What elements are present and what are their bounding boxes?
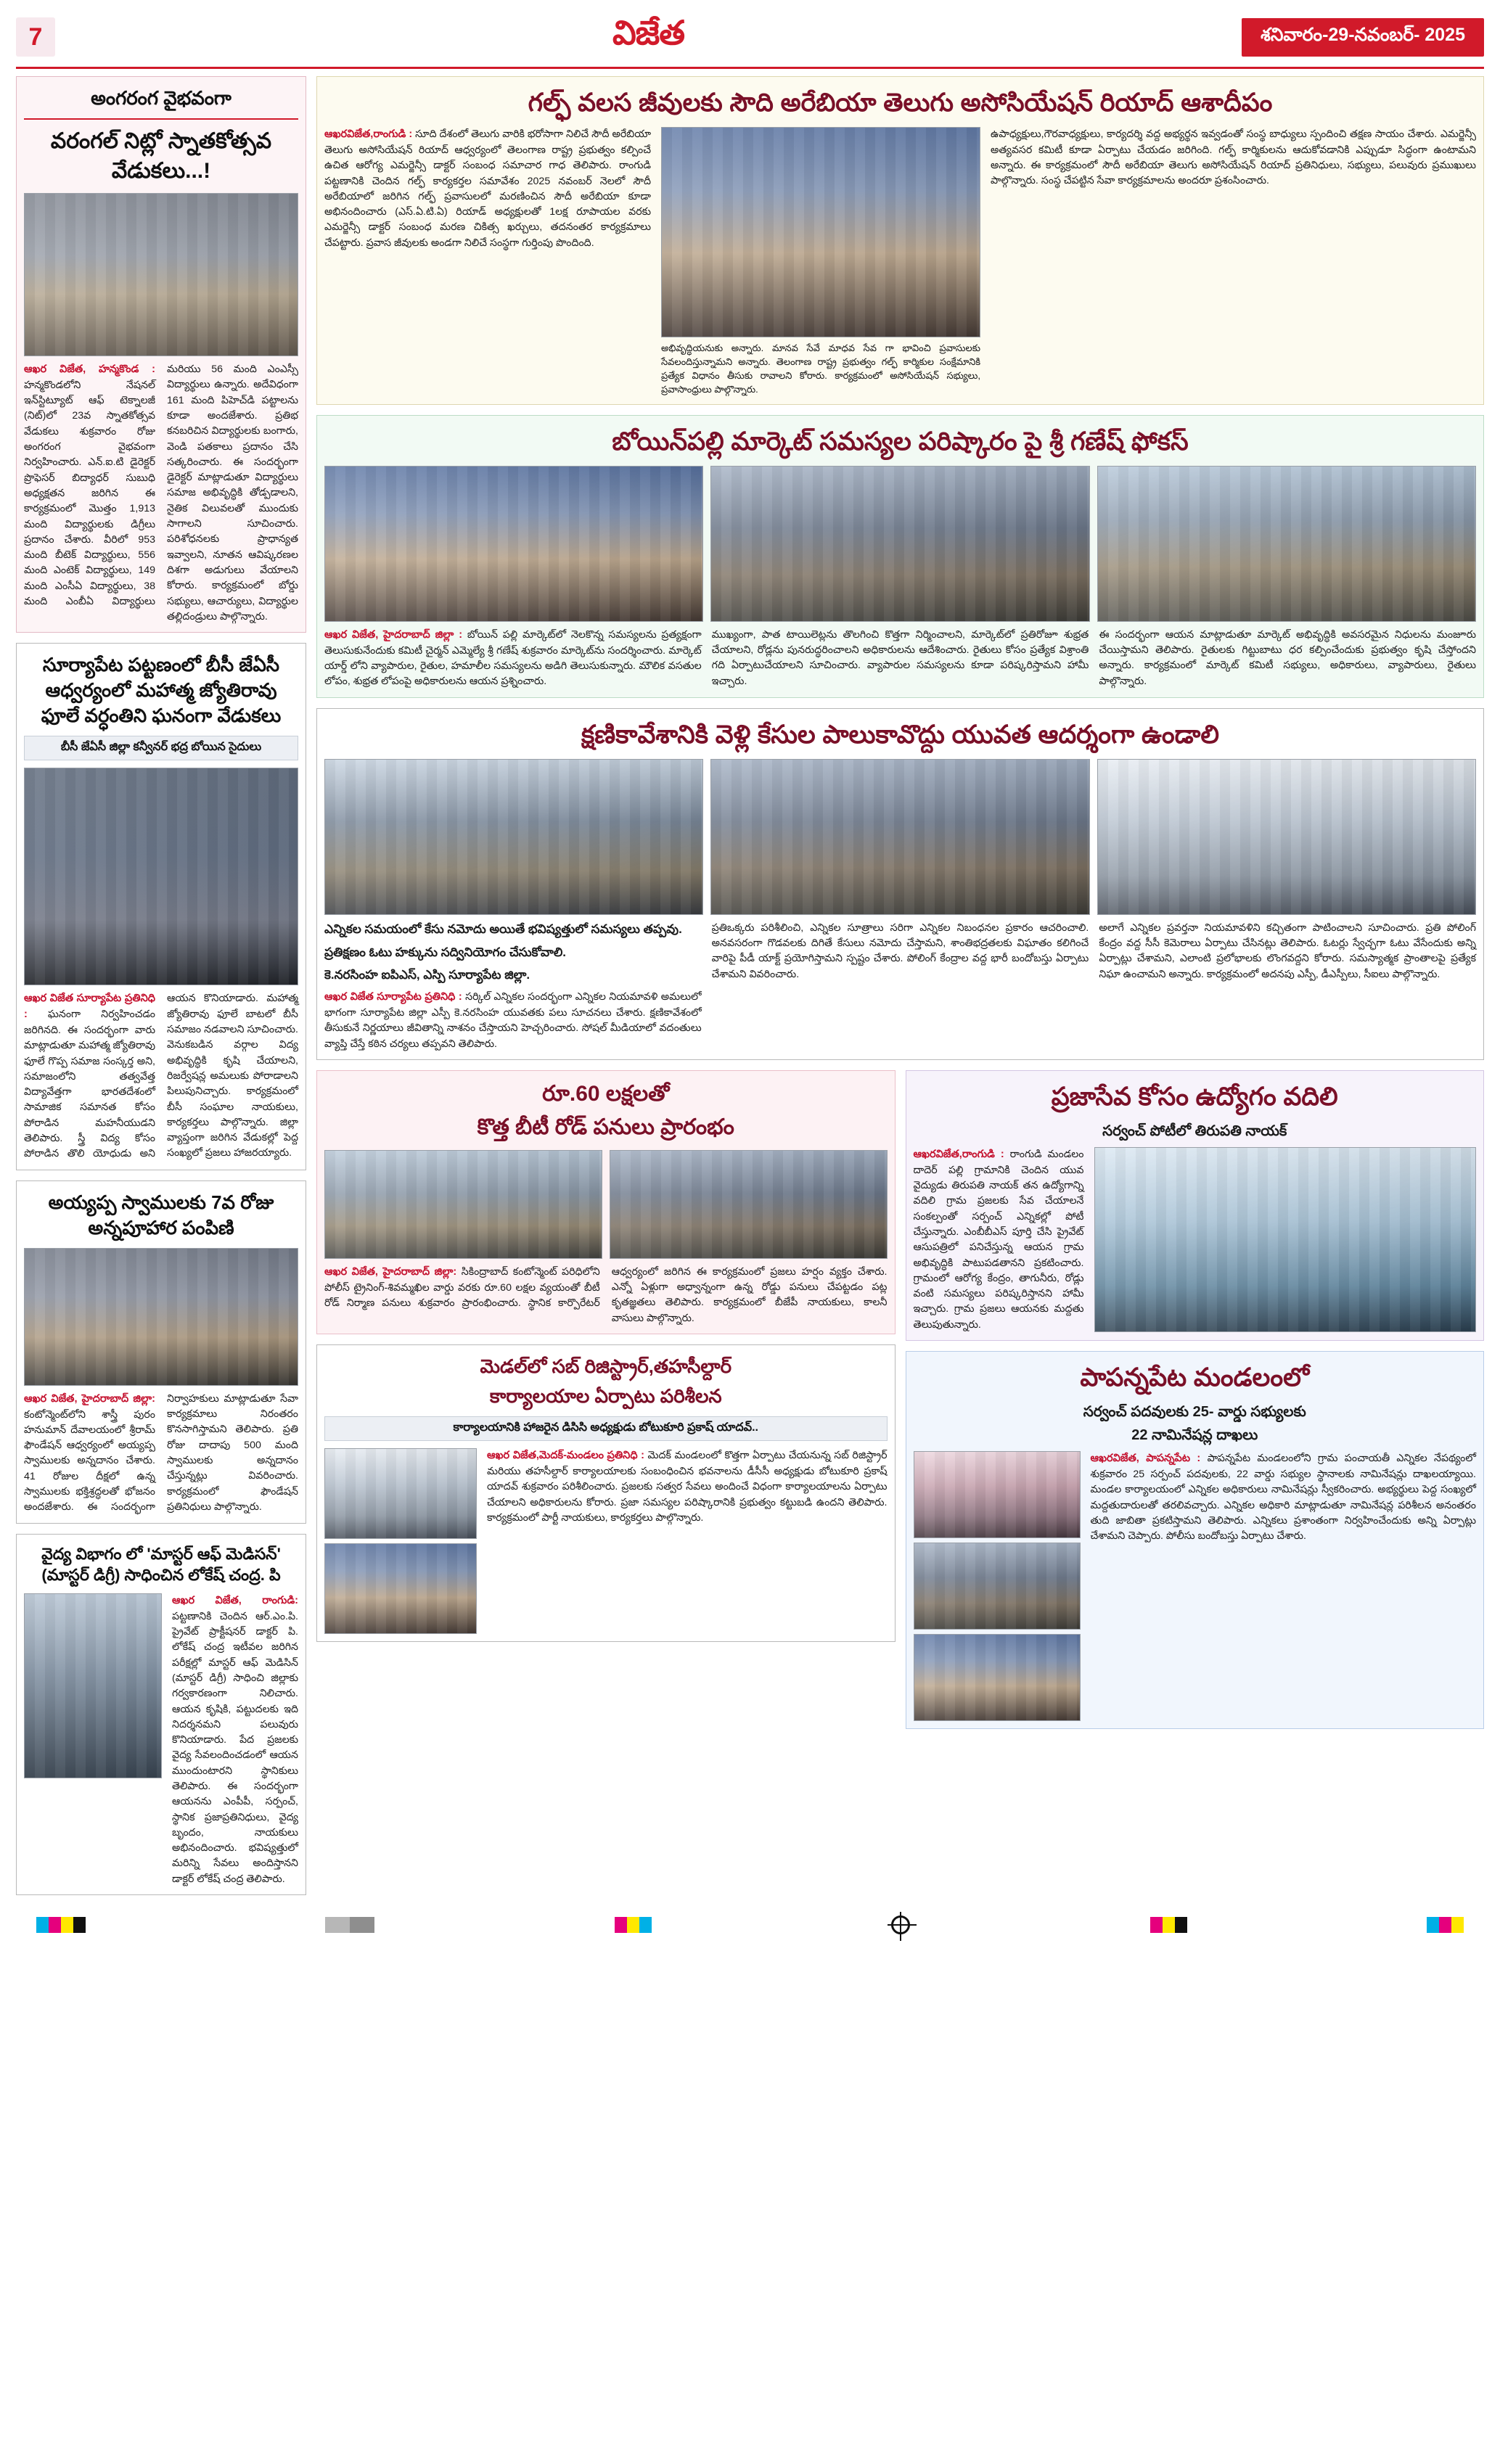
article-body-text: ఉపాధ్యక్షులు,గౌరవాధ్యక్షులు, కార్యదర్శి వద్ద అభ్యర్థన ఇవ్వడంతో సంస్థ బాధ్యులు స్పందించి తక్షణ సాయం చేశారు. ఎమర్జెన్సీ అత్యవసర కమిటీ కూడా ఏర్పాటు చేయడం జరిగింది. గల్ఫ్ కార్మికులను ఆదుకోవడానికి ఎప్పుడూ సిద్ధంగా ఉంటామని అన్నారు. ఈ కార్యక్రమంలో సౌదీ అరేబియా తెలుగు అసోసియేషన్ రియాద్ ప్రతినిధులు, సభ్యులు, పలువురు ప్రముఖులు పాల్గొన్నారు. సంస్థ చేపట్టిన సేవా కార్యక్రమాలను అందరూ ప్రశంసించారు. bbox=[991, 128, 1476, 187]
article-byline: ఆఖరవిజేత,రాంగుడి : bbox=[324, 128, 413, 141]
article-byline: ఆఖర విజేత,మెదక్-మండలం ప్రతినిధి : bbox=[487, 1450, 645, 1462]
gray-swatches bbox=[325, 1917, 374, 1933]
article-body-text: పట్టణానికి చెందిన ఆర్.ఎం.పి. ప్రైవేట్ ప్రాక్టీషనర్ డాక్టర్ పి. లోకేష్ చంద్ర ఇటీవల జరిగిన పరీక్షల్లో మాస్టర్ ఆఫ్ మెడిసిన్ (మాస్టర్ డిగ్రీ) సాధించి జిల్లాకు గర్వకారణంగా నిలిచారు. ఆయన కృషికి, పట్టుదలకు ఇది నిదర్శనమని పలువురు కొనియాడారు. పేద ప్రజలకు వైద్య సేవలందించడంలో ఆయన ముందుంటారని స్థానికులు తెలిపారు. ఈ సందర్భంగా ఆయనను ఎంపీపీ, సర్పంచ్, స్థానిక ప్రజాప్రతినిధులు, వైద్య బృందం, నాయకులు అభినందించారు. భవిష్యత్తులో మరిన్ని సేవలు అందిస్తానని డాక్టర్ లోకేష్ చంద్ర తెలిపారు. bbox=[172, 1610, 298, 1885]
registration-mark-icon bbox=[891, 1915, 910, 1934]
article-photo bbox=[661, 127, 980, 337]
article-photo bbox=[610, 1150, 888, 1259]
swatch-magenta bbox=[615, 1917, 627, 1933]
article-photo bbox=[324, 1448, 477, 1539]
swatch-magenta bbox=[1150, 1917, 1163, 1933]
article-headline: అయ్యప్ప స్వాములకు 7వ రోజు అన్నపూహార పంపిణి bbox=[48, 1191, 274, 1239]
swatch-magenta bbox=[49, 1917, 61, 1933]
article-tagline: కార్యాలయానికి హాజరైన డిసిసి అధ్యక్షుడు బోటుకూరి ప్రకాష్ యాదవ్.. bbox=[324, 1416, 888, 1441]
article-youth-advisory bbox=[316, 708, 1484, 1060]
swatch-gray-dark bbox=[350, 1917, 374, 1933]
article-photo bbox=[914, 1543, 1081, 1630]
article-gulf-association bbox=[316, 76, 1484, 405]
masthead bbox=[16, 13, 1484, 69]
article-body-text: సికింద్రాబాద్ కంటోన్మెంట్ పరిధిలోని పోలీస్ ట్రైనింగ్-శివమ్మఖిల వార్డు వరకు రూ.60 లక్షల వ్యయంతో బీటీ రోడ్ నిర్మాణ పనులు శుక్రవారం ప్రారంభించారు. స్థానిక కార్పొరేటర్ ఆధ్వర్యంలో జరిగిన ఈ కార్యక్రమంలో ప్రజలు హర్షం వ్యక్తం చేశారు. ఎన్నో ఏళ్లుగా అధ్వాన్నంగా ఉన్న రోడ్డు పనులు చేపట్టడం పట్ల కృతజ్ఞతలు తెలిపారు. కార్యక్రమంలో బీజేపీ నాయకులు, కాలనీ వాసులు పాల్గొన్నారు. bbox=[324, 1265, 888, 1324]
article-headline: ప్రజాసేవ కోసం ఉద్యోగం వదిలి bbox=[1051, 1082, 1338, 1111]
swatch-yellow bbox=[61, 1917, 73, 1933]
article-body-text: ఘనంగా నిర్వహించడం జరిగినది. ఈ సందర్భంగా వారు మాట్లాడుతూ మహాత్మ జ్యోతిరావు ఫూలే గొప్ప సమాజ సంస్కర్త అని, సమాజంలోని తత్వవేత్త విద్యావేత్తగా భారతదేశంలో సామాజిక సమానత కోసం పోరాడిన మహనీయుడని తెలిపారు. స్త్రీ విద్య కోసం పోరాడిన తొలి యోధుడు అని ఆయన కొనియాడారు. మహాత్మ జ్యోతిరావు ఫూలే బాటలో బీసీ సమాజం నడవాలని సూచించారు. వెనుకబడిన వర్గాల విద్య అభివృద్ధికి కృషి చేయాలని, రిజర్వేషన్ల అమలుకు పోరాడాలని పిలుపునిచ్చారు. కార్యక్రమంలో బీసీ సంఘాల నాయకులు, కార్యకర్తలు పాల్గొన్నారు. జిల్లా వ్యాప్తంగా జరిగిన వేడుకల్లో పెద్ద సంఖ్యలో ప్రజలు హాజరయ్యారు. bbox=[24, 993, 298, 1160]
article-subhead-line-2: 22 నామినేషన్ల దాఖలు bbox=[1131, 1427, 1258, 1444]
article-body-text: అలాగే ఎన్నికల ప్రవర్తనా నియమావళిని కచ్చితంగా పాటించాలని సూచించారు. ప్రతి పోలింగ్ కేంద్రం వద్ద సీసీ కెమెరాలు ఏర్పాటు చేసినట్లు తెలిపారు. ఓటర్లు స్వేచ్ఛగా ఓటు వేసేందుకు అన్ని ఏర్పాట్లు చేశామని, ఎలాంటి ప్రలోభాలకు లొంగవద్దని కోరారు. సమస్యాత్మక ప్రాంతాలపై ప్రత్యేక నిఘా ఉంచామని అన్నారు. కార్యక్రమంలో అదనపు ఎస్పీ, డీఎస్పీలు, సీఐలు పాల్గొన్నారు. bbox=[1099, 921, 1477, 980]
swatch-yellow bbox=[1163, 1917, 1175, 1933]
article-body bbox=[487, 1448, 888, 1526]
article-photo bbox=[1097, 759, 1476, 915]
article-headline: పాపన్నపేట మండలంలో bbox=[1080, 1363, 1310, 1392]
article-byline: ఆఖరవిజేత, పాపన్నపేట : bbox=[1090, 1453, 1201, 1465]
article-photo bbox=[324, 1150, 602, 1259]
article-photo bbox=[24, 193, 298, 356]
swatch-cyan bbox=[639, 1917, 652, 1933]
article-body-text: ఈ సందర్భంగా ఆయన మాట్లాడుతూ మార్కెట్ అభివృద్ధికి అవసరమైన నిధులను మంజూరు చేయిస్తామని తెలిపారు. రైతులకు గిట్టుబాటు ధర కల్పించేందుకు ప్రభుత్వం కృషి చేస్తోందని అన్నారు. కార్యక్రమంలో మార్కెట్ కమిటీ సభ్యులు, అధికారులు, వ్యాపారులు, రైతులు పాల్గొన్నారు. bbox=[1099, 628, 1477, 687]
swatch-cyan bbox=[1427, 1917, 1439, 1933]
main-column bbox=[316, 76, 1484, 1739]
article-body-text: ప్రతిఒక్కరు పరిశీలించి, ఎన్నికల సూత్రాలు సరిగా ఎన్నికల నిబంధనల ప్రకారం ఆచరించాలి. అనవసరంగా గొడవలకు దిగితే కేసులు నమోదు చేస్తామని, శాంతిభద్రతలకు విఘాతం కలిగించే వారిపై పీడీ యాక్ట్ ప్రయోగిస్తామని స్పష్టం చేశారు. పోలింగ్ కేంద్రాల వద్ద భారీ బందోబస్తు ఏర్పాటు చేశామని వివరించారు. bbox=[711, 921, 1089, 980]
article-photo bbox=[324, 466, 703, 622]
article-nit-convocation bbox=[16, 76, 306, 633]
article-photo bbox=[1094, 1147, 1477, 1332]
page-number: 7 bbox=[16, 17, 55, 57]
article-body bbox=[24, 991, 298, 1162]
article-body-text: మెదక్ మండలంలో కొత్తగా ఏర్పాటు చేయనున్న సబ్ రిజిస్ట్రార్ మరియు తహసీల్దార్ కార్యాలయాలకు సంబంధించిన భవనాలను డీసీసీ అధ్యక్షుడు బోటుకూరి ప్రకాష్ యాదవ్ శుక్రవారం పరిశీలించారు. ప్రజలకు సత్వర సేవలు అందించే విధంగా కార్యాలయాలను ఏర్పాటు చేయాలని అధికారులను కోరారు. ప్రజా సమస్యల పరిష్కారానికి ప్రభుత్వం కట్టుబడి ఉందని తెలిపారు. కార్యక్రమంలో పార్టీ నాయకులు, కార్యకర్తలు పాల్గొన్నారు. bbox=[487, 1450, 888, 1524]
page-columns bbox=[16, 76, 1484, 1905]
article-photo bbox=[710, 466, 1089, 622]
article-byline: ఆఖర విజేత, హైదరాబాద్ జిల్లా: bbox=[324, 1265, 457, 1278]
article-body bbox=[324, 990, 702, 1052]
article-registrar-office bbox=[316, 1344, 896, 1642]
article-photo bbox=[324, 1543, 477, 1634]
article-byline: ఆఖర విజేత, రాంగుడి: bbox=[172, 1594, 298, 1606]
swatch-yellow bbox=[1451, 1917, 1464, 1933]
swatch-black bbox=[1175, 1917, 1187, 1933]
article-byline: ఆఖర విజేత, హైదరాబాద్ జిల్లా : bbox=[324, 628, 463, 641]
pull-quote-line-1: ఎన్నికల సమయంలో కేసు నమోదు అయితే భవిష్యత్తులో సమస్యలు తప్పవు. bbox=[324, 921, 682, 936]
article-body bbox=[1091, 1451, 1477, 1544]
article-headline-line-1: రూ.60 లక్షలతో bbox=[542, 1081, 670, 1106]
article-body-text: కంటోన్మెంట్‌లోని శాస్త్రీ పురం హనుమాన్ దేవాలయంలో శ్రీరామ్ ఫౌండేషన్ ఆధ్వర్యంలో అయ్యప్ప స్వాములకు అన్నదానం చేశారు. 41 రోజుల దీక్షలో ఉన్న స్వాములకు భక్తిశ్రద్ధలతో భోజనం అందజేశారు. ఈ సందర్భంగా నిర్వాహకులు మాట్లాడుతూ సేవా కార్యక్రమాలు నిరంతరం కొనసాగిస్తామని తెలిపారు. ప్రతి రోజు దాదాపు 500 మంది స్వాములకు అన్నదానం చేస్తున్నట్లు వివరించారు. కార్యక్రమంలో ఫౌండేషన్ ప్రతినిధులు పాల్గొన్నారు. bbox=[24, 1392, 298, 1514]
article-body bbox=[24, 1392, 298, 1516]
article-annadanam bbox=[16, 1180, 306, 1524]
article-headline: గల్ఫ్ వలస జీవులకు సౌది అరేబియా తెలుగు అసోసియేషన్ రియాద్ ఆశాదీపం bbox=[528, 89, 1273, 117]
swatch-black bbox=[73, 1917, 86, 1933]
article-photo bbox=[914, 1451, 1081, 1538]
swatch-yellow bbox=[627, 1917, 639, 1933]
article-body bbox=[914, 1147, 1084, 1333]
article-photo bbox=[914, 1634, 1081, 1721]
article-body bbox=[324, 1265, 888, 1326]
swatch-cyan bbox=[36, 1917, 49, 1933]
edition-date: శనివారం-29-నవంబర్- 2025 bbox=[1242, 18, 1484, 57]
cmyk-swatches bbox=[36, 1917, 86, 1933]
article-subhead-line-1: సర్వంచ్ పదవులకు 25- వార్డు సభ్యులకు bbox=[1083, 1404, 1306, 1421]
article-photo bbox=[324, 759, 703, 915]
cmyk-swatches bbox=[1427, 1917, 1464, 1933]
article-body-text: సూది దేశంలో తెలుగు వారికి భరోసాగా నిలిచే సౌదీ అరేబియా తెలుగు అసోసియేషన్ రియాద్ ఆధ్వర్యంలో తెలంగాణ రాష్ట్ర ప్రభుత్వం కల్పించే ఉచిత ఆరోగ్య ఎమర్జెన్సీ డాక్టర్ సంబంధ సమాచార గాధ తెలిపారు. రాంగుడి పట్టణానికి చెందిన గల్ఫ్ కార్యకర్తల సమావేశం 2025 నవంబర్ నెలలో సౌదీ అరేబియాలో జరిగిన గల్ఫ్ ప్రవాసులలో మరణించిన సౌదీ అరేబియా కూడా అభినందించారు (ఎస్.ఏ.టి.ఏ) రియాడ్ అధ్యక్షులతో 1లక్ష రూపాయల వరకు ఎమర్జెన్సీ డాక్టర్ సంబంధ మరణ చికిత్స ఖర్చులు, తదనంతర కార్యక్రమాలు చేపట్టారు. ప్రవాస జీవులకు అండగా నిలిచే సంస్థగా గుర్తింపు పొందింది. bbox=[324, 128, 651, 249]
cmyk-swatches bbox=[615, 1917, 652, 1933]
article-body-text: పాపన్నపేట మండలంలోని గ్రామ పంచాయతీ ఎన్నికల నేపథ్యంలో శుక్రవారం 25 సర్పంచ్ పదవులకు, 22 వార్డు సభ్యుల స్థానాలకు నామినేషన్లు దాఖలయ్యాయి. మండల కార్యాలయంలో ఎన్నికల అధికారులు నామినేషన్లు స్వీకరించారు. అభ్యర్థులు పెద్ద సంఖ్యలో మద్దతుదారులతో తరలివచ్చారు. ఎన్నికల అధికారి మాట్లాడుతూ నామినేషన్ల పరిశీలన అనంతరం తుది జాబితా ప్రకటిస్తామని తెలిపారు. ఎన్నికలు ప్రశాంతంగా నిర్వహించేందుకు అన్ని ఏర్పాట్లు చేశామని చెప్పారు. పోలీసు బందోబస్తు ఏర్పాటు చేశారు. bbox=[1090, 1453, 1476, 1543]
swatch-magenta bbox=[1439, 1917, 1451, 1933]
article-tagline: బీసీ జేఏసీ జిల్లా కన్వీనర్ భద్ర బోయిన సైదులు bbox=[24, 736, 298, 760]
article-byline: ఆఖరవిజేత,రాంగుడి : bbox=[913, 1149, 1004, 1161]
article-phule-anniversary bbox=[16, 643, 306, 1170]
article-photo bbox=[1097, 466, 1476, 622]
article-body-text: సర్కిల్ ఎన్నికల సందర్భంగా ఎన్నికల నియమావళి అమలులో భాగంగా సూర్యాపేట జిల్లా ఎస్పీ కె.నరసింహ యువతకు పలు సూచనలు చేశారు. క్షణికావేశంలో తీసుకునే నిర్ణయాలు జీవితాన్ని నాశనం చేస్తాయని హెచ్చరించారు. సోషల్ మీడియాలో వదంతులు వ్యాప్తి చేస్తే కఠిన చర్యలు తప్పవని తెలిపారు. bbox=[324, 991, 702, 1050]
article-photo bbox=[24, 1593, 162, 1778]
article-photo bbox=[24, 768, 298, 985]
article-headline: వరంగల్ నిట్లో స్నాతకోత్సవ వేడుకలు...! bbox=[50, 129, 272, 183]
article-body bbox=[324, 127, 651, 251]
left-column bbox=[16, 76, 306, 1905]
article-body-text: రాంగుడి మండలం దాదెర్ పల్లి గ్రామానికి చెందిన యువ వైద్యుడు తిరుపతి నాయక్ తన ఉద్యోగాన్ని వదిలి గ్రామ ప్రజలకు సేవ చేయాలనే సంకల్పంతో సర్పంచ్ ఎన్నికల్లో పోటీ చేస్తున్నారు. ఎంబీబీఎస్ పూర్తి చేసి ప్రైవేట్ ఆసుపత్రిలో పనిచేస్తున్న ఆయన గ్రామ అభివృద్ధికి పాటుపడతానని ప్రకటించారు. గ్రామంలో ఆరోగ్య కేంద్రం, తాగునీరు, రోడ్లు వంటి సమస్యలు పరిష్కరిస్తానని హామీ ఇచ్చారు. గ్రామ ప్రజలు ఆయనకు మద్దతు తెలుపుతున్నారు. bbox=[913, 1149, 1084, 1331]
article-ward-nominations bbox=[906, 1351, 1485, 1729]
print-registration-bar bbox=[16, 1905, 1484, 1952]
article-headline: వైద్య విభాగం లో 'మాస్టర్ ఆఫ్ మెడిసన్' (మాస్టర్ డిగ్రీ) సాధించిన లోకేష్ చంద్ర. పి bbox=[41, 1544, 281, 1585]
article-byline: ఆఖర విజేత సూర్యాపేట ప్రతినిధి : bbox=[24, 993, 155, 1021]
article-headline-line-2: కొత్త బీటీ రోడ్ పనులు ప్రారంభం bbox=[477, 1115, 734, 1140]
article-master-of-medicine bbox=[16, 1534, 306, 1895]
article-headline-line-2: కార్యాలయాల ఏర్పాటు పరిశీలన bbox=[489, 1385, 722, 1408]
article-body bbox=[24, 362, 298, 625]
article-body bbox=[172, 1593, 298, 1887]
article-subhead: సర్వంచ్ పోటీలో తిరుపతి నాయక్ bbox=[1102, 1123, 1287, 1140]
article-byline: ఆఖర విజేత, హైదరాబాద్ జిల్లా: bbox=[24, 1392, 155, 1405]
article-photo bbox=[710, 759, 1089, 915]
article-photo-caption: అభివృద్ధియనుకు అన్నారు. మానవ సేవే మాధవ సేవ గా భావించి ప్రవాసులకు సేవలందిస్తున్నామని అన్నారు. తెలంగాణ రాష్ట్ర ప్రభుత్వం గల్ఫ్ కార్మికుల సంక్షేమానికి ప్రత్యేక విధానం తీసుకు రావాలని కోరారు. కార్యక్రమంలో అసోసియేషన్ సభ్యులు, ప్రవాసాంధ్రులు పాల్గొన్నారు. bbox=[661, 342, 980, 395]
article-headline: బోయిన్‌పల్లి మార్కెట్ సమస్యల పరిష్కారం పై శ్రీ గణేష్ ఫోకస్ bbox=[612, 427, 1189, 456]
article-bt-road bbox=[316, 1070, 896, 1334]
article-body-text: బోయిన్ పల్లి మార్కెట్‌లో నెలకొన్న సమస్యలను ప్రత్యక్షంగా తెలుసుకునేందుకు కమిటీ చైర్మన్ ఎమ్మెల్యే శ్రీ గణేష్ శుక్రవారం మార్కెట్‌ను సందర్శించారు. మార్కెట్ యార్డ్ లోని వ్యాపారుల, రైతుల, హమాలీల సమస్యలను అడిగి తెలుసుకున్నారు. మౌలిక వసతుల లోపం, శుభ్రత లోపంపై అధికారులను ఆయన ప్రశ్నించారు. bbox=[324, 628, 702, 688]
article-doctor-sarpanch bbox=[906, 1070, 1485, 1341]
divider bbox=[24, 118, 298, 120]
newspaper-logo: విజేత bbox=[612, 14, 685, 52]
article-headline-line-1: మెడల్‌లో సబ్ రిజిస్ట్రార్,తహసీల్దార్ bbox=[480, 1355, 732, 1377]
article-photo bbox=[24, 1248, 298, 1386]
article-body-text: హన్మకొండలోని నేషనల్ ఇన్‌స్టిట్యూట్ ఆఫ్ టెక్నాలజీ (నిట్)లో 23వ స్నాతకోత్సవ వేడుకలు శుక్రవారం రోజు అంగరంగ వైభవంగా నిర్వహించారు. ఎన్.ఐ.టి డైరెక్టర్ ప్రొఫెసర్ బిద్యాధర్ సుబుధి అధ్యక్షతన జరిగిన ఈ కార్యక్రమంలో మొత్తం 1,913 మంది విద్యార్థులకు డిగ్రీలు ప్రదానం చేశారు. వీరిలో 953 మంది బీటెక్ విద్యార్థులు, 556 మంది ఎంటెక్ విద్యార్థులు, 149 మంది ఎంసీఏ విద్యార్థులు, 38 మంది ఎంబీఏ విద్యార్థులు మరియు 56 మంది ఎంఎస్సీ విద్యార్థులు ఉన్నారు. అదేవిధంగా 161 మంది పిహెచ్‌డి పట్టాలను కూడా అందజేశారు. ప్రతిభ కనబరిచిన విద్యార్థులకు బంగారు, వెండి పతకాలు ప్రదానం చేసి సత్కరించారు. ఈ సందర్భంగా డైరెక్టర్ మాట్లాడుతూ విద్యార్థులు సమాజ అభివృద్ధికి తోడ్పడాలని, నైతిక విలువలతో ముందుకు సాగాలని సూచించారు. పరిశోధనలకు ప్రాధాన్యత ఇవ్వాలని, నూతన ఆవిష్కరణల దిశగా అడుగులు వేయాలని కోరారు. కార్యక్రమంలో బోర్డు సభ్యులు, ఆచార్యులు, విద్యార్థుల తల్లిదండ్రులు పాల్గొన్నారు. bbox=[24, 364, 298, 623]
pull-quote-attribution: కె.నరసింహ ఐపిఎస్, ఎస్పి సూర్యాపేట జిల్లా. bbox=[324, 968, 530, 982]
article-kicker: అంగరంగ వైభవంగా bbox=[91, 87, 231, 109]
pull-quote-line-2: ప్రతిక్షణం ఓటు హక్కును సద్వినియోగం చేసుకోవాలి. bbox=[324, 945, 567, 959]
article-headline: సూర్యాపేట పట్టణంలో బీసీ జేఏసీ ఆధ్వర్యంలో మహాత్మ జ్యోతిరావు ఫూలే వర్ధంతిని ఘనంగా వేడుకలు bbox=[41, 654, 282, 727]
article-headline: క్షణికావేశానికి వెళ్లి కేసుల పాలుకావొద్దు యువత ఆదర్శంగా ఉండాలి bbox=[581, 720, 1220, 749]
article-body bbox=[324, 628, 702, 690]
article-byline: ఆఖర విజేత, హన్మకొండ : bbox=[24, 364, 155, 376]
article-byline: ఆఖర విజేత సూర్యాపేట ప్రతినిధి : bbox=[324, 991, 462, 1003]
article-body-text: ముఖ్యంగా, పాత టాయిలెట్లను తొలగించి కొత్తగా నిర్మించాలని, మార్కెట్‌లో ప్రతిరోజూ శుభ్రత చేయాలని, రోడ్లను పునరుద్ధరించాలని అధికారులను ఆదేశించారు. రైతులు కోసం ప్రత్యేక విశ్రాంతి గది ఏర్పాటుచేయాలని సూచించారు. వ్యాపారుల సమస్యలను కూడా పరిష్కరిస్తామని హామీ ఇచ్చారు. bbox=[711, 628, 1089, 687]
cmyk-swatches bbox=[1150, 1917, 1187, 1933]
article-boinpally-market bbox=[316, 415, 1484, 698]
swatch-gray-light bbox=[325, 1917, 350, 1933]
